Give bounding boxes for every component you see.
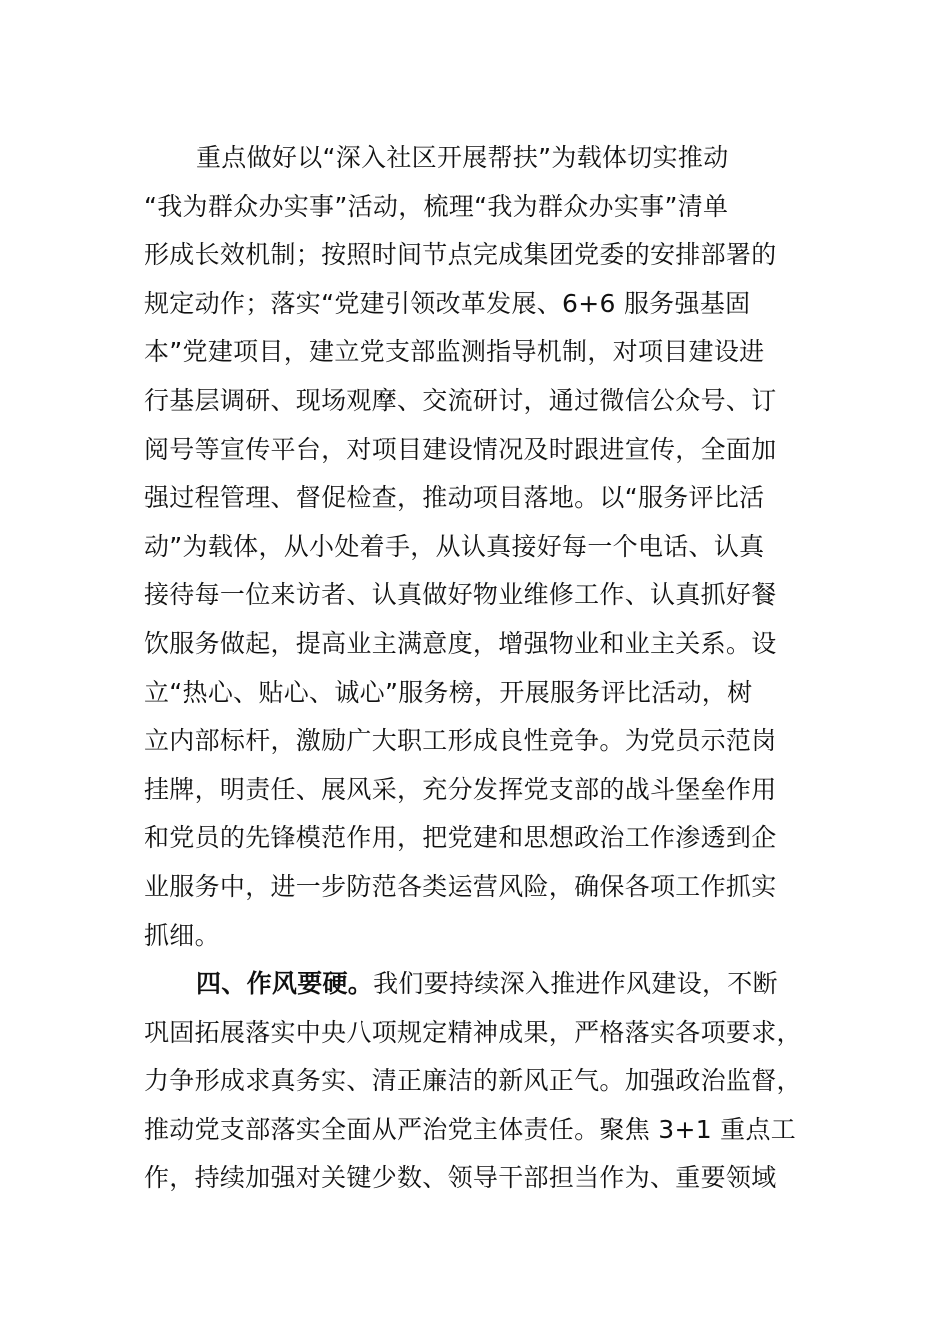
paragraph-line: 饮服务做起，提高业主满意度，增强物业和业主关系。设 (144, 628, 777, 658)
paragraph-line: 动”为载体，从小处着手，从认真接好每一个电话、认真 (144, 531, 765, 561)
paragraph-line: 巩固拓展落实中央八项规定精神成果，严格落实各项要求， (144, 1017, 802, 1047)
paragraph-line: 形成长效机制；按照时间节点完成集团党委的安排部署的 (144, 240, 777, 270)
paragraph-line: 和党员的先锋模范作用，把党建和思想政治工作渗透到企 (144, 823, 777, 853)
paragraph-line: 接待每一位来访者、认真做好物业维修工作、认真抓好餐 (144, 580, 777, 610)
paragraph-line: 挂牌，明责任、展风采，充分发挥党支部的战斗堡垒作用 (144, 774, 777, 804)
document-body (144, 134, 804, 1203)
paragraph-first-line (144, 960, 804, 1009)
paragraph-line: 立“热心、贴心、诚心”服务榜，开展服务评比活动，树 (144, 677, 753, 707)
paragraph-line: 阅号等宣传平台，对项目建设情况及时跟进宣传，全面加 (144, 434, 777, 464)
paragraph-line: 推动党支部落实全面从严治党主体责任。聚焦 3+1 重点工 (144, 1114, 797, 1144)
paragraph-1 (144, 134, 804, 960)
section-heading: 四、作风要硬。 (196, 969, 374, 999)
paragraph-line: 强过程管理、督促检查，推动项目落地。以“服务评比活 (144, 483, 765, 513)
paragraph-text: 我们要持续深入推进作风建设，不断 (373, 969, 778, 999)
paragraph-line: 规定动作；落实“党建引领改革发展、6+6 服务强基固 (144, 288, 751, 318)
paragraph-line: “我为群众办实事”活动，梳理“我为群众办实事”清单 (144, 191, 729, 221)
paragraph-line: 行基层调研、现场观摩、交流研讨，通过微信公众号、订 (144, 385, 777, 415)
paragraph-line: 本”党建项目，建立党支部监测指导机制，对项目建设进 (144, 337, 765, 367)
paragraph-line: 重点做好以“深入社区开展帮扶”为载体切实推动 (196, 143, 729, 172)
paragraph-2 (144, 960, 804, 1203)
paragraph-line: 业服务中，进一步防范各类运营风险，确保各项工作抓实 (144, 871, 777, 901)
paragraph-line: 作，持续加强对关键少数、领导干部担当作为、重要领域 (144, 1163, 777, 1193)
paragraph-line: 力争形成求真务实、清正廉洁的新风正气。加强政治监督， (144, 1066, 802, 1096)
paragraph-line: 立内部标杆，激励广大职工形成良性竞争。为党员示范岗 (144, 726, 777, 756)
paragraph-line: 抓细。 (144, 920, 220, 950)
